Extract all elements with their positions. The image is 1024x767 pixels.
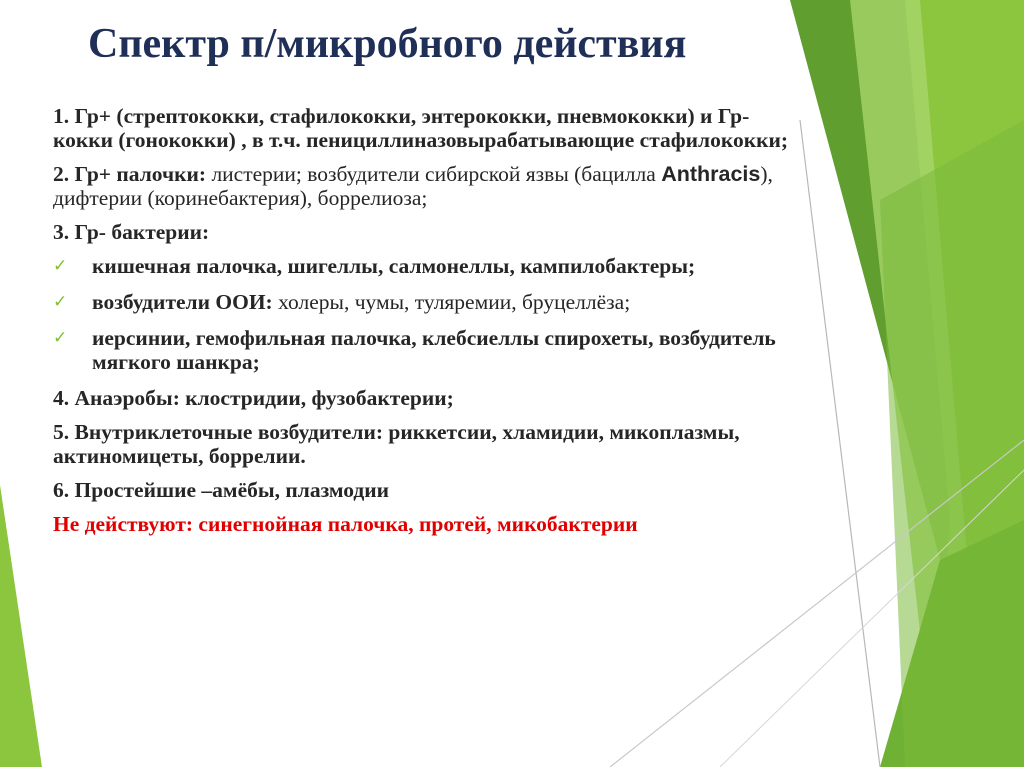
bullet-2-text: холеры, чумы, туляремии, бруцеллёза; — [272, 290, 631, 314]
bullet-1-text: кишечная палочка, шигеллы, салмонеллы, кампилобактеры; — [92, 254, 696, 278]
item-2-text: листерии; возбудители сибирской язвы (бацилла — [206, 162, 662, 186]
item-5 — [53, 420, 813, 468]
item-6-text: 6. Простейшие –амёбы, плазмодии — [53, 478, 390, 502]
bullet-3-text: иерсинии, гемофильная палочка, клебсиеллы спирохеты, возбудитель мягкого шанкра; — [92, 326, 776, 374]
slide-title: Спектр п/микробного действия — [88, 21, 687, 67]
item-7-text: синегнойная палочка, протей, микобактерии — [193, 512, 638, 536]
right-mid-green-panel — [880, 120, 1024, 767]
check-icon: ✓ — [53, 292, 68, 312]
item-6 — [53, 478, 813, 502]
item-1 — [53, 104, 813, 152]
slide-content — [53, 104, 813, 546]
item-5-text: 5. Внутриклеточные возбудители: риккетсии, хламидии, микоплазмы, актиномицеты, боррелии. — [53, 420, 740, 468]
item-3-lead: 3. Гр- бактерии: — [53, 220, 210, 244]
item-2-anthracis: Anthracis — [661, 162, 761, 186]
item-4-lead: 4. Анаэробы: — [53, 386, 180, 410]
item-1-text: 1. Гр+ (стрептококки, стафилококки, энтерококки, пневмококки) и Гр- кокки (гонококки) , в т.ч. пенициллиназовырабатывающие стафилококки; — [53, 104, 789, 152]
item-7-lead: Не действуют: — [53, 512, 194, 536]
bullet-2 — [53, 290, 813, 314]
check-icon: ✓ — [53, 256, 68, 276]
item-2-lead: 2. Гр+ палочки: — [53, 162, 207, 186]
left-green-triangle — [0, 485, 42, 767]
item-4-text: клостридии, фузобактерии; — [179, 386, 454, 410]
item-4 — [53, 386, 813, 410]
item-3 — [53, 220, 813, 244]
item-7-not-effective — [53, 512, 813, 536]
item-2 — [53, 162, 813, 210]
check-icon: ✓ — [53, 328, 68, 348]
bullet-1 — [53, 254, 813, 278]
bullet-2-lead: возбудители ООИ: — [92, 290, 273, 314]
item-2-text2: ), дифтерии (коринебактерия), боррелиоза; — [53, 162, 773, 210]
bullet-3 — [53, 326, 813, 374]
